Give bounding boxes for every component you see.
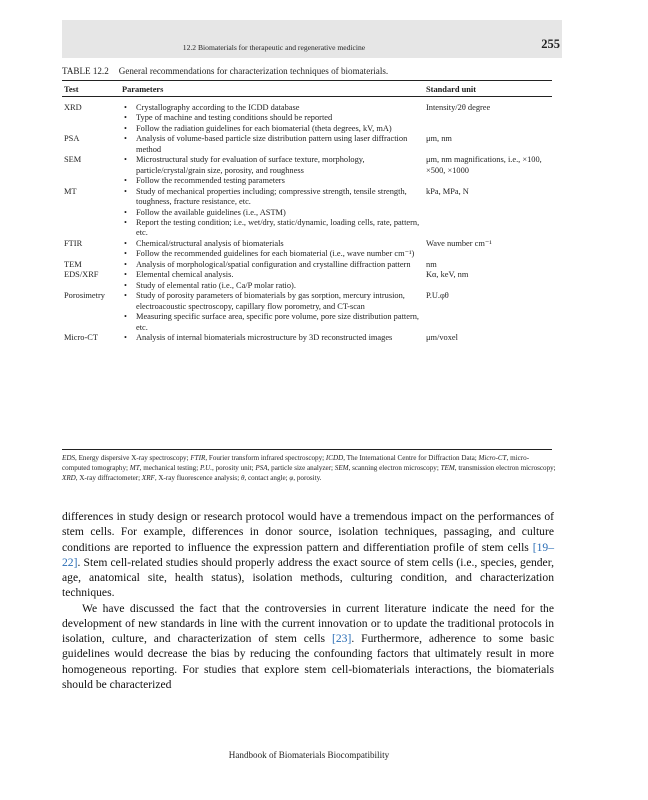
bullet-icon: • (124, 217, 127, 227)
parameter-item (122, 249, 422, 259)
parameters-cell (122, 103, 422, 134)
bullet-icon: • (124, 270, 127, 280)
column-header-parameters: Parameters (122, 85, 164, 94)
parameter-text: Crystallography according to the ICDD database (136, 103, 300, 112)
test-cell: TEM (64, 259, 82, 269)
characterization-table (62, 80, 552, 343)
table-caption (62, 66, 562, 76)
footnote-definition: Fourier transform infrared spectroscopy (208, 454, 323, 462)
parameters-cell (122, 291, 422, 333)
parameter-text: Analysis of internal biomaterials microstructure by 3D reconstructed images (136, 332, 393, 342)
table-body (62, 96, 552, 343)
table-row (62, 333, 552, 343)
parameter-item (122, 103, 422, 113)
bullet-icon: • (124, 155, 127, 165)
unit-cell: P.U.φθ (426, 291, 449, 301)
footnote-abbr: Micro-CT (478, 454, 507, 462)
table-label: TABLE 12.2 (62, 66, 109, 76)
page-number: 255 (541, 37, 560, 51)
parameter-text: Analysis of morphological/spatial configuration and crystalline diffraction pattern (136, 259, 411, 269)
parameters-cell (122, 260, 422, 270)
parameter-item (122, 208, 422, 218)
bullet-icon: • (124, 312, 127, 322)
footer-book-title: Handbook of Biomaterials Biocompatibility (228, 750, 390, 760)
test-cell: EDS/XRF (64, 270, 99, 280)
parameter-item (122, 218, 422, 239)
bullet-icon: • (124, 123, 127, 133)
unit-cell: nm (426, 259, 437, 269)
table-title: General recommendations for characterization techniques of biomaterials. (118, 66, 389, 76)
table-bottom-rule (62, 449, 552, 450)
footnote-definition: contact angle (248, 473, 286, 482)
footnote-abbr: P.U. (199, 463, 213, 472)
parameter-item (122, 176, 422, 186)
bullet-icon: • (124, 176, 127, 186)
column-header-test: Test (64, 85, 79, 94)
test-cell: Micro-CT (64, 332, 98, 342)
test-cell: FTIR (64, 238, 83, 248)
table-row (62, 103, 552, 134)
parameters-cell (122, 187, 422, 239)
header-band (62, 20, 562, 58)
parameter-text: Follow the radiation guidelines for each biomaterial (theta degrees, kV, mA) (136, 123, 392, 133)
footnote-definition: scanning electron microscopy (352, 463, 437, 472)
parameter-item (122, 124, 422, 134)
bullet-icon: • (124, 332, 127, 342)
parameters-cell (122, 155, 422, 186)
footnote-abbr: EDS (62, 454, 76, 462)
footnote-abbr: MT (129, 463, 140, 472)
table-row (62, 239, 552, 260)
footnote-abbr: FTIR (190, 454, 206, 462)
parameter-item (122, 187, 422, 208)
paragraph-text: differences in study design or research protocol would have a tremendous impact on the performances of stem cells. For example, differences in donor source, isolation techniques, passaging, and culture conditions are reported to influence the expression pattern and differentiation profile of stem cells (62, 510, 554, 554)
footnote-abbr: PSA (255, 463, 268, 472)
parameter-text: Study of porosity parameters of biomaterials by gas sorption, mercury intrusion, electroacoustic spectroscopy, capillary flow porometry, and CT-scan (136, 291, 405, 311)
bullet-icon: • (124, 207, 127, 217)
footnote-definition: porosity unit (215, 463, 252, 472)
footnote-definition: mechanical testing (143, 463, 197, 472)
parameter-item (122, 270, 422, 280)
test-cell: XRD (64, 103, 82, 112)
footnote-abbr: TEM (440, 463, 455, 472)
parameter-text: Study of mechanical properties including; compressive strength, tensile strength, toughness, fracture resistance, etc. (136, 186, 407, 207)
bullet-icon: • (124, 103, 127, 112)
table-header-row (62, 80, 552, 96)
footnote-definition: particle size analyzer (271, 463, 332, 472)
parameter-item (122, 239, 422, 249)
bullet-icon: • (124, 259, 127, 269)
citation-link[interactable]: [23] (331, 632, 352, 645)
column-header-unit: Standard unit (426, 85, 477, 94)
footnote-definition: The International Centre for Diffraction Data (346, 454, 475, 462)
footnote-abbr: XRF (141, 473, 155, 482)
parameter-text: Follow the available guidelines (i.e., ASTM) (136, 207, 286, 217)
table-footnote: EDS, Energy dispersive X-ray spectroscopy; FTIR, Fourier transform infrared spectroscopy; ICDD, The International Centre for Diffraction Data; Micro-CT, micro-computed tomography; MT, mechanical testing; P.U., porosity unit; PSA, particle size analyzer; SEM, scanning electron microscopy; TEM, transmission electron microscopy; XRD, X-ray diffractometer; XRF, X-ray fluorescence analysis; θ, contact angle; φ, porosity. (62, 454, 556, 482)
parameters-cell (122, 134, 422, 155)
paragraph-text: We have discussed the fact that the controversies in current literature indicate the need for the development of new standards in line with the current innovation or to update the traditional protocols in isolation, culture, and characterization of stem cells (62, 601, 554, 645)
running-title: 12.2 Biomaterials for therapeutic and regenerative medicine (182, 43, 366, 52)
body-text (62, 509, 554, 692)
parameter-text: Chemical/structural analysis of biomaterials (136, 238, 284, 248)
table-row (62, 134, 552, 155)
footnote-abbr: SEM (334, 463, 349, 472)
test-cell: PSA (64, 134, 80, 144)
bullet-icon: • (124, 134, 127, 144)
parameters-cell (122, 333, 422, 343)
bullet-icon: • (124, 291, 127, 301)
bullet-icon: • (124, 113, 127, 123)
unit-cell: Wave number cm⁻¹ (426, 238, 492, 248)
paragraph (62, 601, 554, 693)
parameter-text: Follow the recommended guidelines for each biomaterial (i.e., wave number cm⁻¹) (136, 249, 415, 259)
parameter-text: Study of elemental ratio (i.e., Ca/P molar ratio). (136, 280, 296, 290)
footnote-definition: X-ray diffractometer (79, 473, 139, 482)
unit-cell: μm, nm (426, 134, 452, 144)
footnote-definition: transmission electron microscopy (458, 463, 554, 472)
unit-cell: μm/voxel (426, 332, 458, 342)
test-cell: Porosimetry (64, 291, 105, 301)
parameter-item (122, 291, 422, 312)
table-row (62, 260, 552, 270)
unit-cell: Kα, keV, nm (426, 270, 469, 280)
footnote-definition: porosity (296, 473, 320, 482)
bullet-icon: • (124, 249, 127, 259)
table-row (62, 155, 552, 186)
parameters-cell (122, 270, 422, 291)
parameter-item (122, 113, 422, 123)
footnote-abbr: φ (289, 473, 294, 482)
parameter-item (122, 281, 422, 291)
parameter-text: Measuring specific surface area, specific pore volume, pore size distribution pattern, etc. (136, 312, 420, 332)
paragraph-text: . Stem cell-related studies should properly address the exact source of stem cells (i.e., species, gender, age, anatomical site, health status), isolation methods, culturing condition, and characterization techniques. (62, 555, 554, 600)
footnote-abbr: ICDD (325, 454, 344, 462)
table-row (62, 187, 552, 239)
parameter-text: Elemental chemical analysis. (136, 270, 234, 280)
parameter-item (122, 134, 422, 155)
parameter-text: Report the testing condition; i.e., wet/dry, static/dynamic, loading cells, rate, pattern, etc. (136, 217, 420, 238)
parameter-text: Follow the recommended testing parameters (136, 176, 285, 186)
bullet-icon: • (124, 238, 127, 248)
unit-cell: Intensity/2θ degree (426, 103, 491, 112)
bullet-icon: • (124, 186, 127, 196)
parameter-item (122, 333, 422, 343)
unit-cell: μm, nm magnifications, i.e., ×100, ×500, ×1000 (426, 155, 542, 175)
unit-cell: kPa, MPa, N (426, 186, 469, 196)
footnote-definition: Energy dispersive X-ray spectroscopy (78, 454, 187, 462)
bullet-icon: • (124, 280, 127, 290)
table-row (62, 270, 552, 291)
parameter-item (122, 260, 422, 270)
paragraph (62, 509, 554, 601)
footnote-definition: micro-computed tomography (62, 454, 530, 472)
footnote-definition: X-ray fluorescence analysis (158, 473, 238, 482)
table-row (62, 291, 552, 333)
parameters-cell (122, 239, 422, 260)
parameter-item (122, 155, 422, 176)
parameter-text: Microstructural study for evaluation of surface texture, morphology, particle/crystal/grain size, porosity, and roughness (136, 155, 365, 175)
footnote-abbr: θ (240, 473, 245, 482)
test-cell: MT (64, 186, 77, 196)
citation-link[interactable]: [19–22] (62, 540, 554, 569)
paragraph-text: . Furthermore, adherence to some basic guidelines would decrease the bias by reducing the confounding factors that ultimately result in more homogeneous reporting. For studies that explore stem cell-biomaterials interactions, the biomaterials should be characterized (62, 632, 554, 691)
footnote-abbr: XRD (62, 473, 76, 482)
parameter-item (122, 312, 422, 333)
parameter-text: Analysis of volume-based particle size distribution pattern using laser diffraction method (136, 134, 408, 154)
parameter-text: Type of machine and testing conditions should be reported (136, 113, 333, 123)
test-cell: SEM (64, 155, 82, 165)
